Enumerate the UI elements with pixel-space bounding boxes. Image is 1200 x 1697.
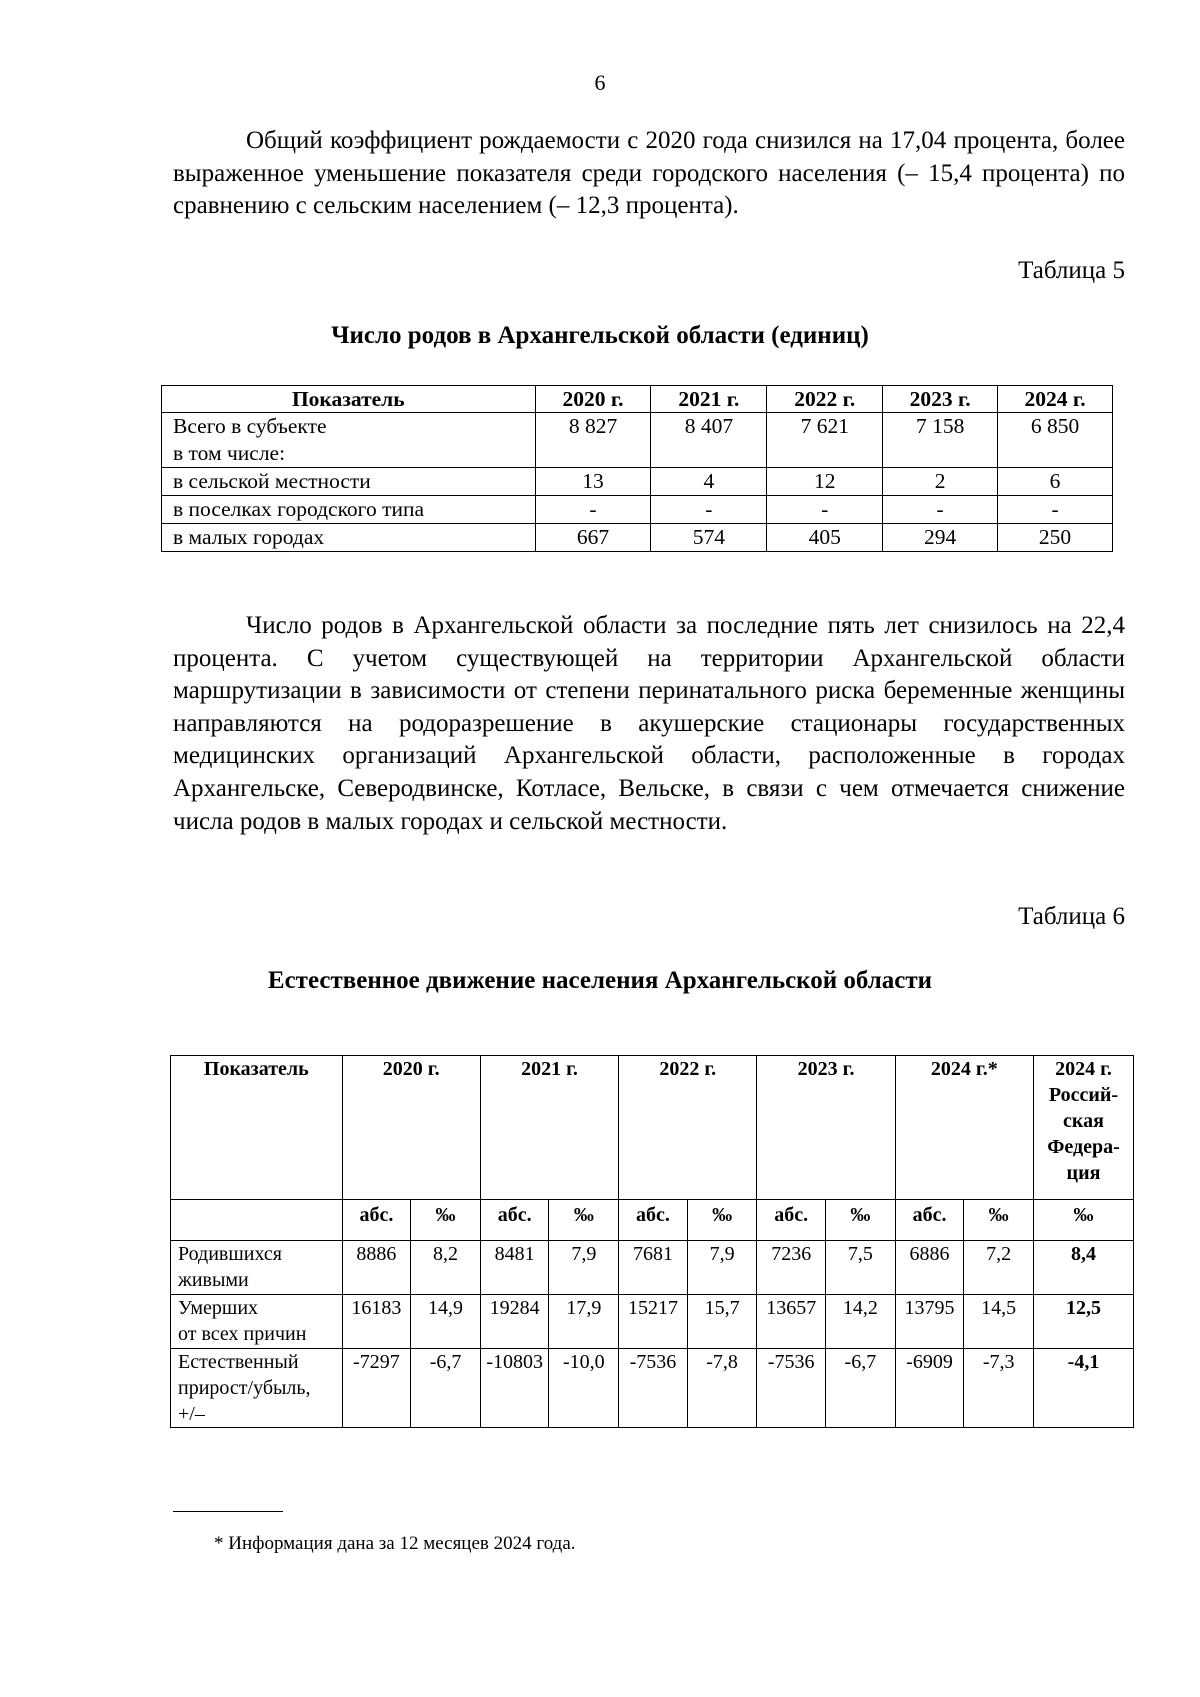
table-row [171,1295,1134,1349]
page-number: 6 [594,70,606,95]
table-cell: 12 [767,468,883,496]
table-cell: 7 158 [883,413,998,468]
row-label: Естественный прирост/убыль, +/– [171,1349,343,1428]
table-cell: 7236 [757,1241,826,1295]
table-row [171,1241,1134,1295]
subheader-abs: абс. [757,1200,826,1241]
table6-header-indicator: Показатель [171,1056,343,1200]
footnote: * Информация дана за 12 месяцев 2024 года. [214,1533,576,1554]
table6-header-year: 2020 г. [342,1056,480,1200]
table-cell: 667 [535,524,651,552]
subheader-abs: абс. [619,1200,688,1241]
table-cell-rf: -4,1 [1033,1349,1133,1428]
table-cell: 7,9 [687,1241,757,1295]
table-cell: - [535,496,651,524]
row-label: в малых городах [162,524,536,552]
table-cell: 6886 [895,1241,964,1295]
table-cell: 8 827 [535,413,651,468]
table-row [162,413,1113,468]
table-cell: 7,2 [964,1241,1034,1295]
table-cell: 14,2 [826,1295,896,1349]
subheader-abs: абс. [480,1200,549,1241]
table5-births [161,385,1113,552]
subheader-permille: ‰ [826,1200,896,1241]
row-label: в поселках городского типа [162,496,536,524]
table-cell: -7536 [619,1349,688,1428]
table6-header-rf: 2024 г. Россий- ская Федера- ция [1033,1056,1133,1200]
table-cell: 8886 [342,1241,411,1295]
table-cell: 6 [998,468,1113,496]
table-cell: -10,0 [549,1349,619,1428]
table-cell: 13 [535,468,651,496]
table-cell: 2 [883,468,998,496]
table-cell: -6909 [895,1349,964,1428]
table-cell: 294 [883,524,998,552]
table6-title: Естественное движение населения Архангельской области [267,967,933,994]
table-cell: 8481 [480,1241,549,1295]
table-cell: 15217 [619,1295,688,1349]
subheader-permille: ‰ [549,1200,619,1241]
row-label: Родившихся живыми [171,1241,343,1295]
table-cell: - [767,496,883,524]
table5-header-cell: Показатель [162,386,536,413]
table-cell: 15,7 [687,1295,757,1349]
table-cell: 250 [998,524,1113,552]
row-label: Умерших от всех причин [171,1295,343,1349]
row-label: в сельской местности [162,468,536,496]
row-label: Всего в субъекте в том числе: [162,413,536,468]
subheader-permille: ‰ [411,1200,481,1241]
table5-header-cell: 2022 г. [767,386,883,413]
table-cell: 7,5 [826,1241,896,1295]
paragraph-births-decline: Число родов в Архангельской области за последние пять лет снизилось на 22,4 процента. С учетом существующей на территории Архангельской области маршрутизации в зависимости от степени перинатального риска беременные женщины направляются на родоразрешение в акушерские стационары государственных медицинских организаций Архангельской области, расположенные в городах Архангельске, Северодвинске, Котласе, Вельске, в связи с чем отмечается снижение числа родов в малых городах и сельской местности. [173,612,1125,835]
table5-header-cell: 2020 г. [535,386,651,413]
table-cell: 14,5 [964,1295,1034,1349]
table-row [162,524,1113,552]
table5-header-cell: 2021 г. [651,386,767,413]
table-row [162,496,1113,524]
table6-header-row [171,1056,1134,1200]
table-cell: 7681 [619,1241,688,1295]
table-cell: 13657 [757,1295,826,1349]
subheader-permille: ‰ [687,1200,757,1241]
table-cell: 574 [651,524,767,552]
table-cell: -6,7 [411,1349,481,1428]
table5-title: Число родов в Архангельской области (единиц) [331,322,869,349]
paragraph-birth-rate: Общий коэффициент рождаемости с 2020 года снизился на 17,04 процента, более выраженное уменьшение показателя среди городского населения (– 15,4 процента) по сравнению с сельским населением (– 12,3 процента). [173,127,1125,220]
footnote-separator [173,1511,283,1512]
table6-subheader-empty [171,1200,343,1241]
table-row [171,1349,1134,1428]
table-cell-rf: 8,4 [1033,1241,1133,1295]
table-cell: -7297 [342,1349,411,1428]
table6-header-year: 2022 г. [619,1056,757,1200]
table-cell-rf: 12,5 [1033,1295,1133,1349]
table5-header-cell: 2024 г. [998,386,1113,413]
table-cell: 14,9 [411,1295,481,1349]
table-cell: 17,9 [549,1295,619,1349]
table-cell: 8,2 [411,1241,481,1295]
table6-header-year: 2021 г. [480,1056,618,1200]
subheader-abs: абс. [342,1200,411,1241]
table5-header-cell: 2023 г. [883,386,998,413]
subheader-abs: абс. [895,1200,964,1241]
table-cell: -6,7 [826,1349,896,1428]
subheader-permille: ‰ [1033,1200,1133,1241]
table6-subheader-row [171,1200,1134,1241]
table-cell: 4 [651,468,767,496]
table-cell: 405 [767,524,883,552]
table-cell: - [998,496,1113,524]
table-cell: 19284 [480,1295,549,1349]
table5-header-row [162,386,1113,413]
table-cell: 13795 [895,1295,964,1349]
table6-header-year: 2024 г.* [895,1056,1033,1200]
table-cell: -10803 [480,1349,549,1428]
table-cell: 7,9 [549,1241,619,1295]
table-cell: 16183 [342,1295,411,1349]
table-cell: -7536 [757,1349,826,1428]
table-cell: 7 621 [767,413,883,468]
table6-header-year: 2023 г. [757,1056,895,1200]
table-cell: -7,3 [964,1349,1034,1428]
table-cell: 8 407 [651,413,767,468]
table5-label: Таблица 5 [1018,257,1125,284]
table-cell: - [883,496,998,524]
subheader-permille: ‰ [964,1200,1034,1241]
table-cell: - [651,496,767,524]
table-cell: -7,8 [687,1349,757,1428]
table-row [162,468,1113,496]
table6-label: Таблица 6 [1018,903,1125,930]
table-cell: 6 850 [998,413,1113,468]
table6-natural-movement [170,1055,1134,1428]
